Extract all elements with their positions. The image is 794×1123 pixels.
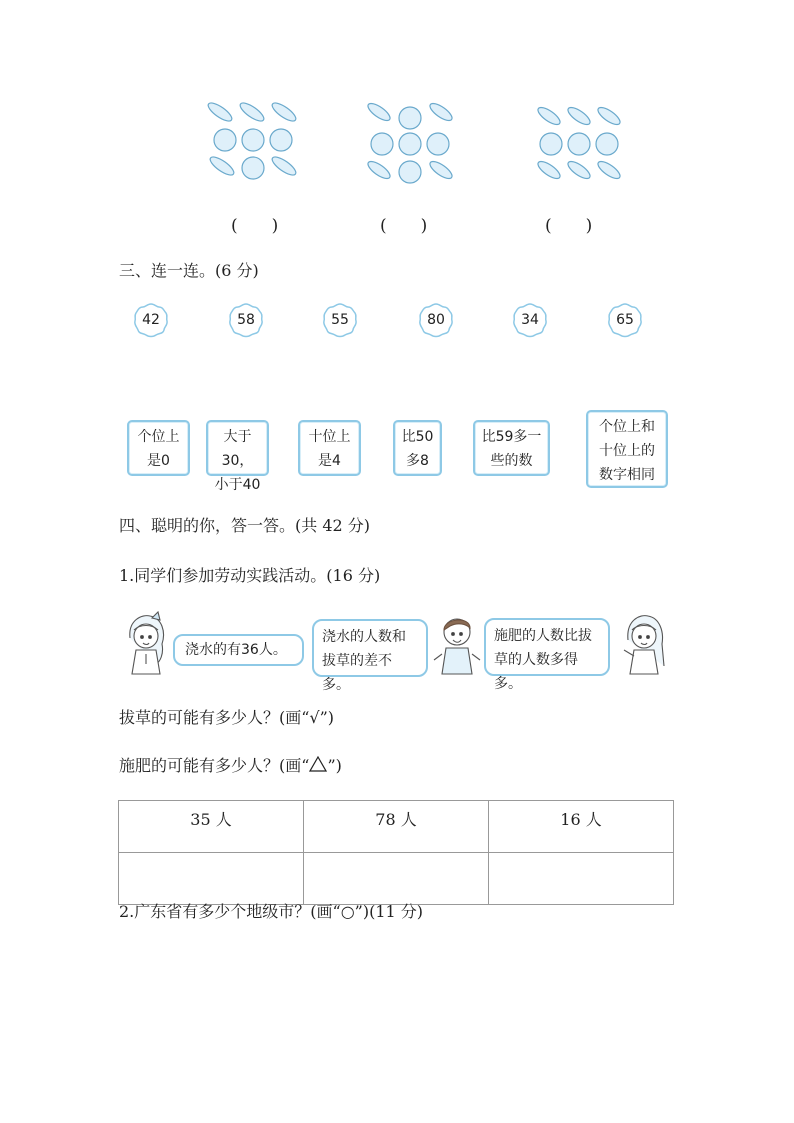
- bubble-text: 浇水的有36人。: [185, 642, 287, 658]
- card-line: 个位上: [137, 429, 180, 445]
- card-line: 数字相同: [599, 467, 655, 483]
- table-header-35: 35 人: [119, 801, 304, 853]
- card-line: 比59多一: [481, 429, 542, 445]
- card-line: 是0: [147, 453, 170, 469]
- number-34-label: 34: [521, 312, 539, 328]
- table-answer-cell-16[interactable]: [489, 853, 674, 905]
- girl-character-left-illustration: [122, 610, 170, 678]
- question-1-title: 1.同学们参加劳动实践活动。(16 分): [119, 566, 381, 585]
- card-line: 多8: [406, 453, 429, 469]
- card-tens-digit-4[interactable]: [298, 420, 361, 476]
- question-1-ask-weeding: 拔草的可能有多少人？(画“√”): [119, 708, 335, 727]
- number-58-label: 58: [237, 312, 255, 328]
- number-42-label: 42: [142, 312, 160, 328]
- number-badge-34[interactable]: [512, 302, 548, 338]
- answer-blank-1[interactable]: ( ): [231, 216, 279, 236]
- card-line: 十位上的: [599, 443, 655, 459]
- card-50-plus-8[interactable]: [393, 420, 442, 476]
- answer-blank-3[interactable]: ( ): [545, 216, 593, 236]
- section-4-title: 四、聪明的你，答一答。(共 42 分): [119, 516, 371, 535]
- card-between-30-40[interactable]: [206, 420, 269, 493]
- question-2-title: 2.广东省有多少个地级市？(画“○”)(11 分): [119, 902, 424, 921]
- answer-blank-2[interactable]: ( ): [380, 216, 428, 236]
- number-65-label: 65: [616, 312, 634, 328]
- card-line: 十位上: [308, 429, 351, 445]
- bubble-text: 浇水的人数和: [322, 629, 406, 645]
- card-a-bit-more-than-59[interactable]: [473, 420, 550, 476]
- card-line: 小于40: [214, 477, 261, 493]
- bubble-text: 施肥的人数比拔: [494, 628, 592, 644]
- bubble-text: 草的人数多得多。: [494, 652, 578, 692]
- girl-character-right-illustration: [618, 610, 670, 678]
- fruit-group-2-illustration: [365, 100, 455, 186]
- table-header-16: 16 人: [489, 801, 674, 853]
- number-80-label: 80: [427, 312, 445, 328]
- fruit-group-3-illustration: [533, 104, 625, 186]
- number-badge-55[interactable]: [322, 302, 358, 338]
- fruit-group-1-illustration: [205, 98, 301, 184]
- number-badge-42[interactable]: [133, 302, 169, 338]
- table-header-78: 78 人: [304, 801, 489, 853]
- bubble-text: 拔草的差不多。: [322, 653, 392, 693]
- card-line: 些的数: [490, 453, 533, 469]
- number-badge-65[interactable]: [607, 302, 643, 338]
- question-1-ask-fertilizing: [119, 753, 342, 776]
- card-line: 大于30，: [221, 429, 254, 469]
- boy-character-illustration: [432, 610, 482, 678]
- card-line: 是4: [318, 453, 341, 469]
- ask-fertilizing-suffix: ”): [327, 756, 342, 775]
- section-3-title: 三、连一连。(6 分): [119, 261, 259, 280]
- number-badge-80[interactable]: [418, 302, 454, 338]
- card-ones-digit-0[interactable]: [127, 420, 190, 476]
- card-line: 比50: [401, 429, 434, 445]
- number-55-label: 55: [331, 312, 349, 328]
- number-badge-58[interactable]: [228, 302, 264, 338]
- card-same-digits[interactable]: [586, 410, 668, 488]
- table-answer-cell-35[interactable]: [119, 853, 304, 905]
- card-line: 个位上和: [599, 419, 655, 435]
- answer-table: [118, 800, 674, 905]
- speech-bubble-watering: [173, 634, 304, 666]
- table-answer-cell-78[interactable]: [304, 853, 489, 905]
- triangle-icon: [309, 756, 327, 772]
- speech-bubble-similar-count: [312, 619, 428, 693]
- ask-fertilizing-prefix: 施肥的可能有多少人？(画“: [119, 756, 310, 775]
- speech-bubble-fertilizing: [484, 618, 610, 692]
